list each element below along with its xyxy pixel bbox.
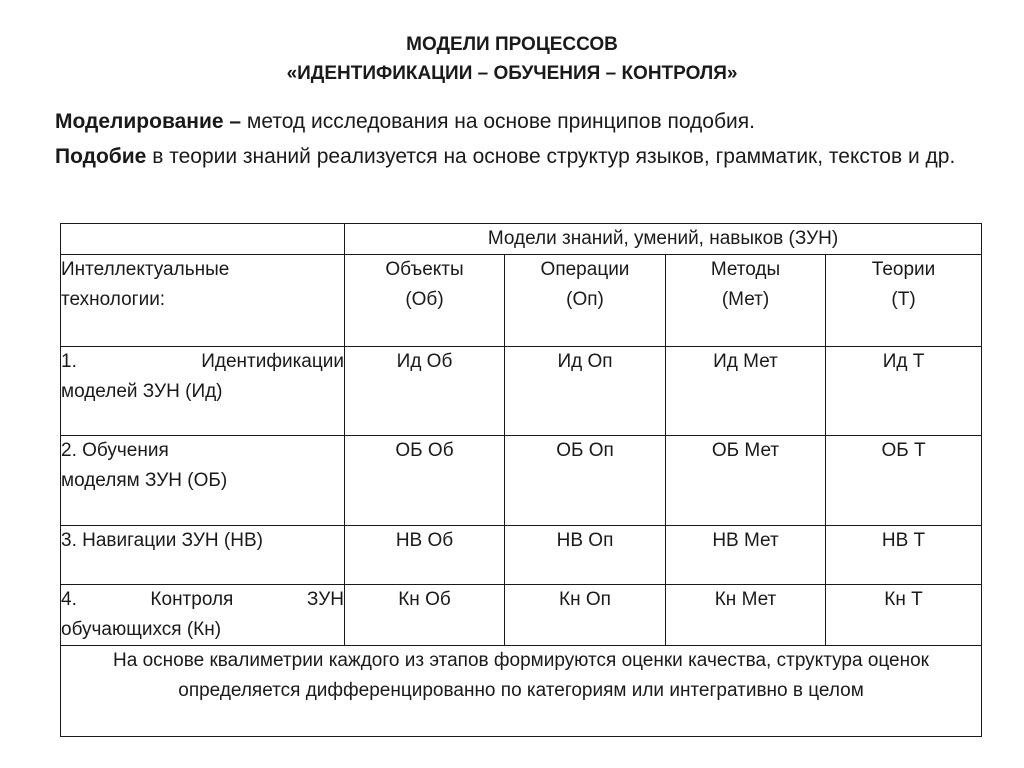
row-label-control: 4. Контроля ЗУН обучающихся (Кн) — [61, 585, 345, 646]
definition-similarity: в теории знаний реализуется на основе структур языков, грамматик, текстов и др. — [146, 145, 956, 168]
zun-models-table — [60, 223, 982, 737]
table-row — [61, 347, 982, 436]
intro-paragraph-modeling — [55, 104, 979, 139]
table-cell: ОБ Т — [826, 436, 982, 526]
table-cell: НВ Об — [345, 526, 505, 585]
table-group-header-row — [61, 224, 982, 255]
table-cell: Кн Об — [345, 585, 505, 646]
table-cell: НВ Т — [826, 526, 982, 585]
group-header: Модели знаний, умений, навыков (ЗУН) — [345, 224, 982, 255]
table-cell: Ид Об — [345, 347, 505, 436]
table-cell: ОБ Оп — [505, 436, 666, 526]
table-cell: Кн Т — [826, 585, 982, 646]
table-column-header-row — [61, 255, 982, 347]
table-cell: Кн Оп — [505, 585, 666, 646]
table-cell: Ид Оп — [505, 347, 666, 436]
table-row — [61, 585, 982, 646]
intro-paragraph-similarity — [55, 139, 979, 174]
intro-text — [55, 104, 979, 174]
table-footer-note: На основе квалиметрии каждого из этапов формируются оценки качества, структура оценок определяется дифференцированно по категориям или интегративно в целом — [61, 646, 982, 737]
column-header-operations: Операции (Оп) — [505, 255, 666, 347]
table-row — [61, 526, 982, 585]
table-cell: ОБ Об — [345, 436, 505, 526]
term-similarity: Подобие — [55, 145, 147, 168]
page-title — [0, 30, 1024, 88]
row-label-navigation: 3. Навигации ЗУН (НВ) — [61, 526, 345, 585]
title-line-2: «ИДЕНТИФИКАЦИИ – ОБУЧЕНИЯ – КОНТРОЛЯ» — [286, 63, 738, 84]
title-line-1: МОДЕЛИ ПРОЦЕССОВ — [406, 34, 618, 55]
term-modeling: Моделирование – — [55, 110, 242, 133]
table-cell: Ид Мет — [666, 347, 826, 436]
table-cell: Кн Мет — [666, 585, 826, 646]
corner-cell — [61, 224, 345, 255]
table-footer-row — [61, 646, 982, 737]
definition-modeling: метод исследования на основе принципов подобия. — [241, 110, 755, 133]
table-cell: Ид Т — [826, 347, 982, 436]
row-label-training: 2. Обучения моделям ЗУН (ОБ) — [61, 436, 345, 526]
row-label-identification: 1. Идентификации моделей ЗУН (Ид) — [61, 347, 345, 436]
row-header: Интеллектуальные технологии: — [61, 255, 345, 347]
table-row — [61, 436, 982, 526]
column-header-objects: Объекты (Об) — [345, 255, 505, 347]
table-cell: ОБ Мет — [666, 436, 826, 526]
table-cell: НВ Оп — [505, 526, 666, 585]
column-header-methods: Методы (Мет) — [666, 255, 826, 347]
column-header-theories: Теории (Т) — [826, 255, 982, 347]
table-cell: НВ Мет — [666, 526, 826, 585]
